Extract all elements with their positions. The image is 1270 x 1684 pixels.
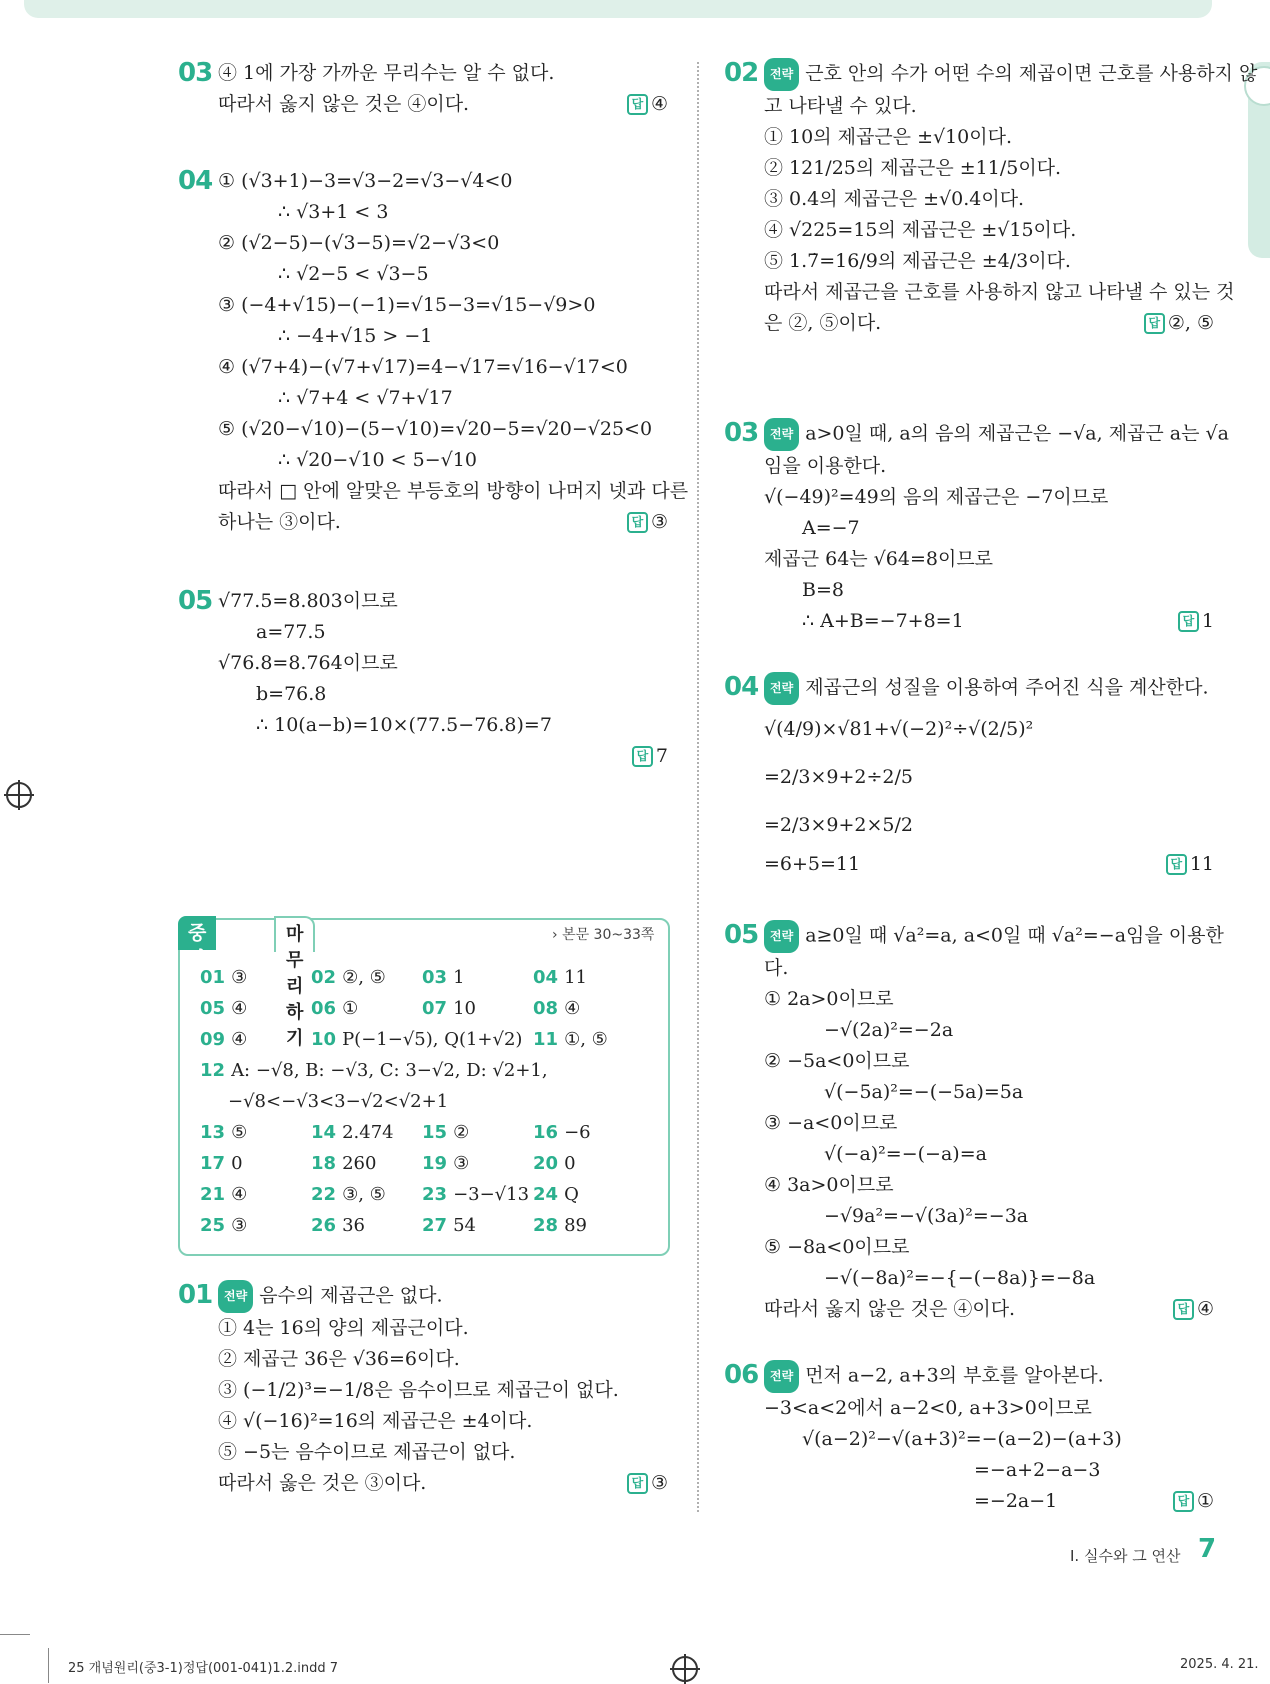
solution-line: ① 4는 16의 양의 제곱근이다. (218, 1317, 469, 1339)
solution-line: −√(−8a)²=−{−(−8a)}=−8a (824, 1267, 1096, 1289)
strategy-text: 고 나타낼 수 있다. (764, 95, 917, 117)
solution-line: =−2a−1 (974, 1490, 1058, 1512)
solution-line: =6+5=11 (764, 853, 861, 875)
solution-line: 제곱근 64는 √64=8이므로 (764, 548, 994, 570)
solution-line: √(−5a)²=−(−5a)=5a (824, 1081, 1024, 1103)
answer-mark-icon: 답 (627, 512, 648, 533)
solution-line: ④ 1에 가장 가까운 무리수는 알 수 없다. (218, 62, 555, 84)
print-date-meta: 2025. 4. 21. (1180, 1657, 1259, 1672)
solution-line: ∴ −4+√15 > −1 (278, 325, 433, 347)
answer-mark-icon: 답 (632, 746, 653, 767)
solution-line: ② (√2−5)−(√3−5)=√2−√3<0 (218, 232, 500, 254)
solution-line: −√9a²=−√(3a)²=−3a (824, 1205, 1029, 1227)
answer-badge: 답 11 (1166, 849, 1214, 880)
registration-mark-icon (6, 782, 32, 808)
answer-mark-icon: 답 (1178, 611, 1199, 632)
solution-line: √(a−2)²−√(a+3)²=−(a−2)−(a+3) (802, 1428, 1122, 1450)
solution-line: √(−49)²=49의 음의 제곱근은 −7이므로 (764, 486, 1109, 508)
trim-line (0, 1634, 30, 1635)
problem-number: 05 (178, 586, 213, 616)
strategy-text: 음수의 제곱근은 없다. (259, 1284, 443, 1307)
strategy-text: 제곱근의 성질을 이용하여 주어진 식을 계산한다. (805, 676, 1209, 699)
solution-line: 하나는 ③이다. (218, 511, 341, 533)
solution-line: ② 121/25의 제곱근은 ±11/5이다. (764, 157, 1062, 179)
answer-badge: 답 ① (1173, 1486, 1214, 1517)
solution-line: A=−7 (802, 517, 860, 539)
problem-number: 04 (178, 166, 213, 196)
solution-line: ④ 3a>0이므로 (764, 1174, 894, 1196)
strategy-tag: 전략 (764, 58, 799, 91)
solution-line: ③ (−4+√15)−(−1)=√15−3=√15−√9>0 (218, 294, 596, 316)
solution-line: a=77.5 (256, 621, 326, 643)
solution-line: =2/3×9+2×5/2 (764, 814, 914, 836)
left-problem-03 (178, 58, 668, 120)
strategy-text: a>0일 때, a의 음의 제곱근은 −√a, 제곱근 a는 √a (805, 422, 1229, 445)
solution-line: =2/3×9+2÷2/5 (764, 766, 914, 788)
trim-line (48, 1648, 49, 1683)
solution-line: ⑤ −8a<0이므로 (764, 1236, 910, 1258)
solution-line: ∴ √7+4 < √7+√17 (278, 387, 453, 409)
solution-line: ① 2a>0이므로 (764, 988, 894, 1010)
page-number: 7 (1198, 1534, 1217, 1564)
solution-line: ⑤ (√20−√10)−(5−√10)=√20−5=√20−√25<0 (218, 418, 653, 440)
solution-line: −3<a<2에서 a−2<0, a+3>0이므로 (764, 1397, 1092, 1419)
answer-mark-icon: 답 (1166, 854, 1187, 875)
answer-badge: 답 ③ (627, 507, 668, 538)
strategy-tag: 전략 (764, 920, 799, 953)
solution-line: ∴ 10(a−b)=10×(77.5−76.8)=7 (256, 714, 552, 736)
problem-number: 05 (724, 920, 759, 950)
left-problem-04 (178, 166, 689, 538)
right-problem-02 (724, 58, 1258, 339)
solution-line: 따라서 옳지 않은 것은 ④이다. (218, 93, 470, 115)
left-problem-01 (178, 1280, 668, 1499)
solution-line: ⑤ 1.7̇=16/9의 제곱근은 ±4/3이다. (764, 250, 1071, 272)
registration-mark-icon (672, 1656, 698, 1682)
print-file-meta: 25 개념원리(중3-1)정답(001-041)1.2.indd 7 (68, 1661, 338, 1676)
solution-line: ① 10의 제곱근은 ±√10이다. (764, 126, 1013, 148)
problem-number: 01 (178, 1280, 213, 1310)
solution-line: ③ 0.4의 제곱근은 ±√0.4이다. (764, 188, 1025, 210)
strategy-text: 다. (764, 957, 789, 979)
strategy-text: 먼저 a−2, a+3의 부호를 알아본다. (805, 1364, 1104, 1387)
solution-line: b=76.8 (256, 683, 327, 705)
problem-number: 03 (724, 418, 759, 448)
answer-badge: 답 7 (632, 741, 668, 772)
solution-line: ④ √(−16)²=16의 제곱근은 ±4이다. (218, 1410, 533, 1432)
right-problem-06 (724, 1360, 1214, 1517)
solution-line: 따라서 제곱근을 근호를 사용하지 않고 나타낼 수 있는 것 (764, 281, 1235, 303)
strategy-text: a≥0일 때 √a²=a, a<0일 때 √a²=−a임을 이용한 (805, 924, 1224, 947)
solution-line: 은 ②, ⑤이다. (764, 312, 882, 334)
answer-mark-icon: 답 (627, 1473, 648, 1494)
summary-title: 마무리하기 (274, 916, 315, 952)
problem-number: 06 (724, 1360, 759, 1390)
summary-answer-grid: 01 ③ 02 ②, ⑤ 03 1 04 11 05 ④ 06 ① 07 10 08 ④ 09 ④ 10 P(−1−√5), Q(1+√2) 11 ①, ⑤ 12 A: −√8, B: −√3, C: 3−√2, D: √2+1, −√8<−√3<3−√2<√2+1 13 ⑤ 14 2.474 15 ② 16 −6 17 0 18 260 19 ③ 20 0 21 ④ 22 ③, ⑤ 23 −3−√13 24 Q 25 ③ 26 36 27 54 28 89 (200, 967, 608, 1236)
strategy-tag: 전략 (764, 418, 799, 451)
solution-line: ④ (√7+4)−(√7+√17)=4−√17=√16−√17<0 (218, 356, 628, 378)
solution-line: ∴ √3+1 < 3 (278, 201, 389, 223)
answer-badge: 답 ③ (627, 1468, 668, 1499)
strategy-text: 임을 이용한다. (764, 455, 887, 477)
solution-line: √(4/9)×√81+√(−2)²÷√(2/5)² (764, 718, 1034, 740)
solution-line: 따라서 옳은 것은 ③이다. (218, 1472, 427, 1494)
answer-badge: 답 ④ (627, 89, 668, 120)
strategy-tag: 전략 (218, 1280, 253, 1313)
right-problem-05 (724, 920, 1224, 1325)
solution-line: −√(2a)²=−2a (824, 1019, 954, 1041)
solution-line: =−a+2−a−3 (974, 1459, 1101, 1481)
column-divider (697, 62, 699, 1512)
answer-badge: 답 ②, ⑤ (1144, 308, 1214, 339)
solution-line: 따라서 □ 안에 알맞은 부등호의 방향이 나머지 넷과 다른 (218, 480, 689, 502)
solution-line: 따라서 옳지 않은 것은 ④이다. (764, 1298, 1016, 1320)
left-problem-05 (178, 586, 668, 772)
problem-number: 04 (724, 672, 759, 702)
solution-line: √(−a)²=−(−a)=a (824, 1143, 987, 1165)
solution-line: ② −5a<0이므로 (764, 1050, 910, 1072)
top-color-bar (24, 0, 1212, 18)
strategy-tag: 전략 (764, 672, 799, 705)
answer-badge: 답 1 (1178, 606, 1214, 637)
solution-line: ② 제곱근 36은 √36=6이다. (218, 1348, 460, 1370)
solution-line: ∴ √2−5 < √3−5 (278, 263, 429, 285)
answer-mark-icon: 답 (1173, 1299, 1194, 1320)
solution-line: B=8 (802, 579, 844, 601)
answer-mark-icon: 답 (1144, 313, 1165, 334)
solution-line: ④ √225=15의 제곱근은 ±√15이다. (764, 219, 1077, 241)
solution-line: ⑤ −5는 음수이므로 제곱근이 없다. (218, 1441, 516, 1463)
solution-line: ∴ √20−√10 < 5−√10 (278, 449, 477, 471)
answer-mark-icon: 답 (1173, 1491, 1194, 1512)
solution-line: ① (√3+1)−3=√3−2=√3−√4<0 (218, 170, 513, 192)
summary-chip: 중단원 (178, 916, 216, 950)
problem-number: 03 (178, 58, 213, 88)
right-problem-04 (724, 672, 1214, 880)
solution-line: ③ (−1/2)³=−1/8은 음수이므로 제곱근이 없다. (218, 1379, 619, 1401)
strategy-tag: 전략 (764, 1360, 799, 1393)
solution-line: ∴ A+B=−7+8=1 (802, 610, 964, 632)
solution-line: ③ −a<0이므로 (764, 1112, 898, 1134)
footer-section-title: Ⅰ. 실수와 그 연산 (1070, 1547, 1181, 1565)
summary-page-ref: › 본문 30~33쪽 (552, 927, 655, 943)
right-problem-03 (724, 418, 1229, 637)
answer-badge: 답 ④ (1173, 1294, 1214, 1325)
problem-number: 02 (724, 58, 759, 88)
solution-line: √76.8=8.764이므로 (218, 652, 398, 674)
answer-mark-icon: 답 (627, 94, 648, 115)
solution-line: √77.5=8.803이므로 (218, 590, 398, 612)
strategy-text: 근호 안의 수가 어떤 수의 제곱이면 근호를 사용하지 않 (805, 62, 1258, 85)
